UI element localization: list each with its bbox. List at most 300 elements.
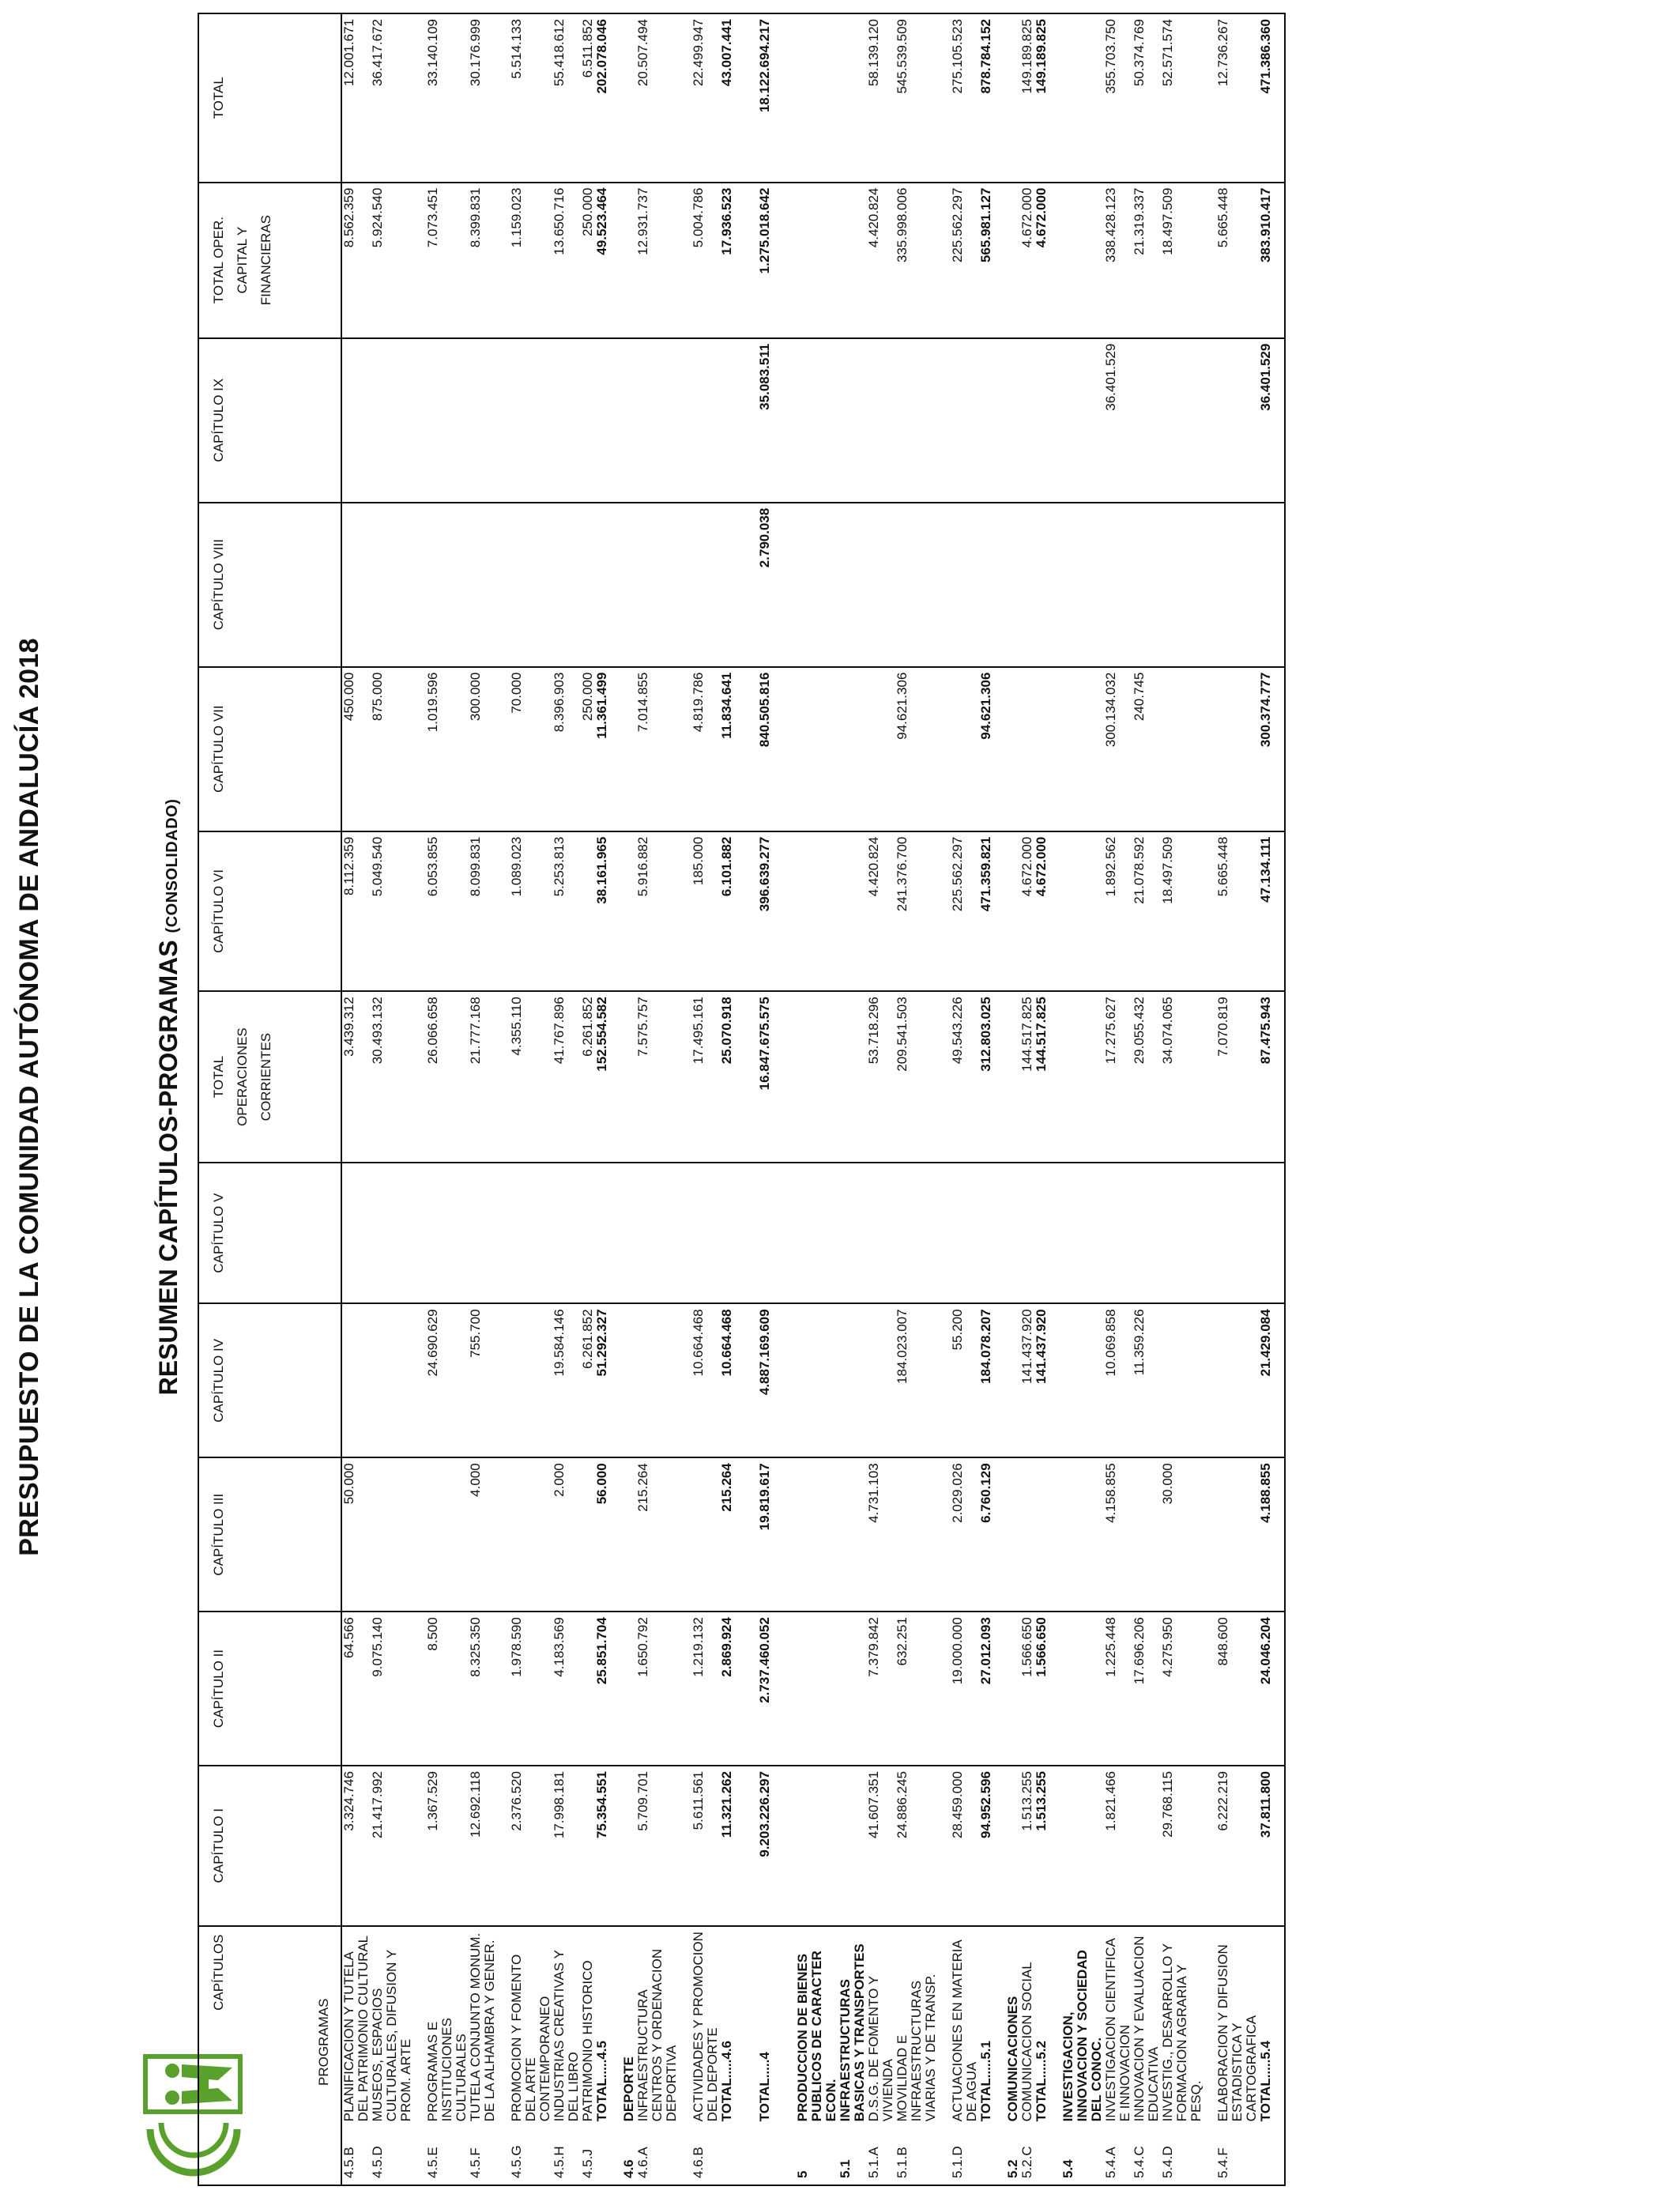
program-code: 4.5.H: [552, 2124, 581, 2185]
table-row: [510, 13, 552, 2185]
value-cap-ii: 1.225.448: [1104, 1612, 1132, 1766]
empty-cell: [1006, 1766, 1020, 1926]
value-cap-i: [1132, 1766, 1161, 1926]
spacer-cell: [993, 1612, 1006, 1766]
value-cap-vi: 8.112.359: [341, 831, 371, 992]
value-total-corrientes: 41.767.896: [552, 991, 581, 1163]
value-cap-v: [371, 1163, 413, 1303]
program-name: COMUNICACION SOCIAL: [1020, 1926, 1034, 2125]
value-cap-vi: 396.639.277: [758, 831, 772, 992]
spacer-cell: [734, 667, 758, 831]
spacer-cell: [938, 667, 951, 831]
value-total-capital: 5.004.786: [691, 183, 720, 338]
header-total-capital-line2: CAPITAL Y: [235, 226, 250, 294]
value-cap-vii: 250.000: [581, 667, 595, 831]
value-cap-iii: [426, 1457, 469, 1612]
value-cap-ix: 35.083.511: [758, 338, 772, 503]
empty-cell: [622, 183, 636, 338]
spacer-cell: [609, 1457, 622, 1612]
program-code: 5: [796, 2124, 838, 2185]
value-cap-iii: [371, 1457, 413, 1612]
value-cap-ix: [720, 338, 734, 503]
value-cap-iii: 19.819.617: [758, 1457, 772, 1612]
value-cap-i: 21.417.992: [371, 1766, 413, 1926]
spacer-cell: [497, 1766, 510, 1926]
spacer-cell: [1203, 1457, 1216, 1612]
header-programas: PROGRAMAS: [316, 1998, 331, 2086]
header-total-corrientes-line1: TOTAL: [211, 1055, 226, 1099]
value-total-capital: 7.073.451: [426, 183, 469, 338]
value-cap-i: [581, 1766, 595, 1926]
value-cap-v: [341, 1163, 371, 1303]
spacer-cell: [993, 1457, 1006, 1612]
value-total: 5.514.133: [510, 13, 552, 183]
value-cap-vii: 875.000: [371, 667, 413, 831]
total-label: TOTAL.....5.2: [1034, 1926, 1049, 2125]
value-cap-ii: 25.851.704: [595, 1612, 609, 1766]
value-cap-iii: 56.000: [595, 1457, 609, 1612]
header-total-corrientes-line3: CORRIENTES: [258, 1032, 273, 1122]
empty-cell: [622, 338, 636, 503]
spacer-cell: [497, 503, 510, 667]
empty-cell: [838, 831, 867, 992]
empty-cell: [838, 338, 867, 503]
spacer-cell: [993, 991, 1006, 1163]
program-code: [1259, 2124, 1285, 2185]
value-total-capital: 8.399.831: [469, 183, 497, 338]
value-cap-iii: 30.000: [1161, 1457, 1203, 1612]
value-cap-viii: [720, 503, 734, 667]
value-cap-ix: [1216, 338, 1259, 503]
spacer-row: [938, 13, 951, 2185]
value-cap-vi: 18.497.509: [1161, 831, 1203, 992]
spacer-cell: [938, 13, 951, 183]
value-total-corrientes: 6.261.852: [581, 991, 595, 1163]
spacer-cell: [413, 831, 426, 992]
value-cap-ii: 17.696.206: [1132, 1612, 1161, 1766]
program-name: ACTUACIONES EN MATERIA DE AGUA: [951, 1926, 979, 2125]
spacer-cell: [938, 338, 951, 503]
value-cap-i: 75.354.551: [595, 1766, 609, 1926]
value-cap-viii: [636, 503, 679, 667]
value-total-capital: 8.562.359: [341, 183, 371, 338]
value-cap-i: 1.821.466: [1104, 1766, 1132, 1926]
spacer-cell: [1049, 667, 1061, 831]
value-total-capital: 338.428.123: [1104, 183, 1132, 338]
value-cap-ix: [1161, 338, 1203, 503]
program-name: INFRAESTRUCTURA CENTROS Y ORDENACION DEPORTIVA: [636, 1926, 679, 2125]
program-code: [595, 2124, 609, 2185]
program-name: PROGRAMAS E INSTITUCIONES CULTURALES: [426, 1926, 469, 2125]
value-total-corrientes: 16.847.675.575: [758, 991, 772, 1163]
value-total: 202.078.046: [595, 13, 609, 183]
value-cap-v: [691, 1163, 720, 1303]
value-cap-i: 1.513.255: [1020, 1766, 1034, 1926]
spacer-cell: [938, 1766, 951, 1926]
spacer-cell: [772, 13, 796, 183]
value-total-corrientes: 144.517.825: [1020, 991, 1034, 1163]
empty-cell: [838, 13, 867, 183]
program-code: 4.5.G: [510, 2124, 552, 2185]
program-name: ACTIVIDADES Y PROMOCION DEL DEPORTE: [691, 1926, 720, 2125]
program-code: 5.2.C: [1020, 2124, 1034, 2185]
spacer-cell: [679, 1926, 691, 2125]
spacer-cell: [1049, 338, 1061, 503]
empty-cell: [838, 1163, 867, 1303]
program-code: 5.1.D: [951, 2124, 979, 2185]
table-row: [469, 13, 497, 2185]
value-cap-i: 3.324.746: [341, 1766, 371, 1926]
program-name: TUTELA CONJUNTO MONUM. DE LA ALHAMBRA Y GENER.: [469, 1926, 497, 2125]
value-cap-iv: [510, 1303, 552, 1457]
spacer-cell: [609, 183, 622, 338]
spacer-cell: [1203, 503, 1216, 667]
spacer-cell: [679, 13, 691, 183]
value-cap-viii: [469, 503, 497, 667]
program-code: 4.6.A: [636, 2124, 679, 2185]
value-total-capital: 4.672.000: [1020, 183, 1034, 338]
spacer-row: [497, 13, 510, 2185]
value-cap-vi: [581, 831, 595, 992]
value-cap-iii: [1020, 1457, 1034, 1612]
value-cap-vii: 70.000: [510, 667, 552, 831]
spacer-cell: [497, 667, 510, 831]
value-total: 36.417.672: [371, 13, 413, 183]
value-cap-ix: [552, 338, 581, 503]
value-cap-viii: [1020, 503, 1034, 667]
value-total: 43.007.441: [720, 13, 734, 183]
value-cap-ii: 2.869.924: [720, 1612, 734, 1766]
value-cap-iii: [510, 1457, 552, 1612]
value-cap-iii: 2.000: [552, 1457, 581, 1612]
table-row: [895, 13, 938, 2185]
value-cap-v: [867, 1163, 895, 1303]
value-cap-ii: 1.219.132: [691, 1612, 720, 1766]
spacer-cell: [734, 1303, 758, 1457]
value-cap-ix: [581, 338, 595, 503]
group-heading-row: [796, 13, 838, 2185]
empty-cell: [796, 183, 838, 338]
empty-cell: [838, 1612, 867, 1766]
empty-cell: [1006, 831, 1020, 992]
value-cap-ii: 24.046.204: [1259, 1612, 1285, 1766]
spacer-cell: [413, 667, 426, 831]
value-cap-iii: 2.029.026: [951, 1457, 979, 1612]
program-code: 4.5.D: [371, 2124, 413, 2185]
empty-cell: [796, 13, 838, 183]
spacer-cell: [938, 183, 951, 338]
value-cap-iv: [1161, 1303, 1203, 1457]
empty-cell: [838, 1303, 867, 1457]
empty-cell: [622, 991, 636, 1163]
value-cap-i: 11.321.262: [720, 1766, 734, 1926]
spacer-cell: [413, 183, 426, 338]
value-total-corrientes: 26.066.658: [426, 991, 469, 1163]
value-total-corrientes: 34.074.065: [1161, 991, 1203, 1163]
spacer-row: [772, 13, 796, 2185]
spacer-row: [1203, 13, 1216, 2185]
spacer-cell: [734, 831, 758, 992]
value-cap-iv: 10.069.858: [1104, 1303, 1132, 1457]
value-cap-viii: [552, 503, 581, 667]
header-cap-iii: CAPÍTULO III: [198, 1457, 341, 1612]
value-cap-ii: 64.566: [341, 1612, 371, 1766]
empty-cell: [838, 1766, 867, 1926]
value-cap-vii: 450.000: [341, 667, 371, 831]
spacer-cell: [1049, 1303, 1061, 1457]
table-body: [341, 13, 1285, 2185]
spacer-cell: [772, 1926, 796, 2125]
spacer-cell: [772, 991, 796, 1163]
spacer-cell: [1203, 831, 1216, 992]
spacer-cell: [679, 1303, 691, 1457]
spacer-cell: [1203, 2124, 1216, 2185]
spacer-cell: [772, 831, 796, 992]
empty-cell: [1006, 338, 1020, 503]
spacer-row: [1049, 13, 1061, 2185]
program-name: ELABORACION Y DIFUSION ESTADISTICA Y CARTOGRAFICA: [1216, 1926, 1259, 2125]
value-cap-viii: [951, 503, 979, 667]
header-total-capital: [198, 183, 341, 338]
spacer-cell: [497, 183, 510, 338]
header-cap-i: CAPÍTULO I: [198, 1766, 341, 1926]
value-cap-ix: [636, 338, 679, 503]
value-cap-iii: 4.000: [469, 1457, 497, 1612]
value-cap-v: [1132, 1163, 1161, 1303]
value-cap-vi: 1.892.562: [1104, 831, 1132, 992]
program-code: 5.4: [1061, 2124, 1104, 2185]
spacer-cell: [993, 1163, 1006, 1303]
empty-cell: [1006, 667, 1020, 831]
value-total-corrientes: 17.275.627: [1104, 991, 1132, 1163]
header-total: TOTAL: [198, 13, 341, 183]
document-subtitle: [154, 0, 183, 2194]
value-total-corrientes: 30.493.132: [371, 991, 413, 1163]
value-cap-iv: 755.700: [469, 1303, 497, 1457]
value-cap-iv: 24.690.629: [426, 1303, 469, 1457]
value-cap-ii: 27.012.093: [979, 1612, 993, 1766]
value-cap-v: [552, 1163, 581, 1303]
value-cap-vi: 471.359.821: [979, 831, 993, 992]
value-total: 50.374.769: [1132, 13, 1161, 183]
spacer-cell: [609, 1303, 622, 1457]
value-cap-iv: 21.429.084: [1259, 1303, 1285, 1457]
header-capitulos: CAPÍTULOS: [211, 1934, 226, 2011]
program-code: 5.4.A: [1104, 2124, 1132, 2185]
empty-cell: [796, 1303, 838, 1457]
program-code: [1034, 2124, 1049, 2185]
spacer-cell: [609, 2124, 622, 2185]
spacer-cell: [679, 2124, 691, 2185]
value-cap-iii: 4.731.103: [867, 1457, 895, 1612]
value-cap-iv: 10.664.468: [691, 1303, 720, 1457]
value-cap-iv: [1216, 1303, 1259, 1457]
value-total-capital: 250.000: [581, 183, 595, 338]
program-code: 4.5.B: [341, 2124, 371, 2185]
value-cap-i: 1.367.529: [426, 1766, 469, 1926]
spacer-cell: [734, 183, 758, 338]
spacer-cell: [679, 1163, 691, 1303]
empty-cell: [1061, 338, 1104, 503]
value-total-capital: 49.523.464: [595, 183, 609, 338]
value-cap-viii: [510, 503, 552, 667]
spacer-cell: [938, 831, 951, 992]
header-cap-v: CAPÍTULO V: [198, 1163, 341, 1303]
value-cap-ix: [469, 338, 497, 503]
spacer-cell: [1203, 1612, 1216, 1766]
value-total-corrientes: 144.517.825: [1034, 991, 1049, 1163]
value-cap-ix: [1020, 338, 1034, 503]
spacer-cell: [772, 338, 796, 503]
value-cap-vii: [1034, 667, 1049, 831]
empty-cell: [1061, 1612, 1104, 1766]
value-cap-ix: [1034, 338, 1049, 503]
spacer-cell: [497, 991, 510, 1163]
value-cap-i: 9.203.226.297: [758, 1766, 772, 1926]
value-cap-vi: 4.420.824: [867, 831, 895, 992]
spacer-cell: [772, 1163, 796, 1303]
value-total: 12.001.671: [341, 13, 371, 183]
empty-cell: [1061, 13, 1104, 183]
total-row: [979, 13, 993, 2185]
spacer-cell: [609, 667, 622, 831]
empty-cell: [622, 1766, 636, 1926]
spacer-cell: [609, 831, 622, 992]
value-total: 471.386.360: [1259, 13, 1285, 183]
spacer-cell: [679, 831, 691, 992]
group-heading-row: [1061, 13, 1104, 2185]
empty-cell: [1061, 1457, 1104, 1612]
empty-cell: [838, 183, 867, 338]
spacer-cell: [1049, 183, 1061, 338]
empty-cell: [1061, 991, 1104, 1163]
value-cap-i: 94.952.596: [979, 1766, 993, 1926]
value-cap-ii: [581, 1612, 595, 1766]
value-total: 6.511.852: [581, 13, 595, 183]
spacer-cell: [413, 338, 426, 503]
spacer-cell: [938, 2124, 951, 2185]
spacer-cell: [609, 991, 622, 1163]
spacer-cell: [609, 338, 622, 503]
value-cap-iv: 51.292.327: [595, 1303, 609, 1457]
spacer-cell: [734, 1163, 758, 1303]
value-total-corrientes: 29.055.432: [1132, 991, 1161, 1163]
spacer-cell: [993, 183, 1006, 338]
value-cap-v: [951, 1163, 979, 1303]
value-cap-i: 29.768.115: [1161, 1766, 1203, 1926]
spacer-cell: [772, 1766, 796, 1926]
spacer-cell: [1049, 1766, 1061, 1926]
value-cap-iii: [581, 1457, 595, 1612]
spacer-cell: [413, 13, 426, 183]
spacer-cell: [413, 1303, 426, 1457]
spacer-cell: [772, 1612, 796, 1766]
value-cap-viii: [1259, 503, 1285, 667]
spacer-cell: [609, 503, 622, 667]
value-cap-viii: 2.790.038: [758, 503, 772, 667]
spacer-row: [993, 13, 1006, 2185]
value-total-capital: 225.562.297: [951, 183, 979, 338]
empty-cell: [796, 991, 838, 1163]
chapters-programs-table: [198, 13, 1286, 2186]
value-cap-v: [595, 1163, 609, 1303]
spacer-cell: [772, 503, 796, 667]
empty-cell: [1006, 991, 1020, 1163]
group-heading-row: [622, 13, 636, 2185]
value-cap-iii: [1034, 1457, 1049, 1612]
spacer-cell: [413, 991, 426, 1163]
value-cap-iv: 55.200: [951, 1303, 979, 1457]
value-total: 275.105.523: [951, 13, 979, 183]
total-label: TOTAL.....5.4: [1259, 1926, 1285, 2125]
value-cap-ix: [341, 338, 371, 503]
value-total-capital: 13.650.716: [552, 183, 581, 338]
program-code: 5.4.D: [1161, 2124, 1203, 2185]
value-cap-vii: 94.621.306: [895, 667, 938, 831]
empty-cell: [1061, 1163, 1104, 1303]
spacer-cell: [938, 991, 951, 1163]
value-cap-vii: [1161, 667, 1203, 831]
empty-cell: [1061, 831, 1104, 992]
value-cap-viii: [1161, 503, 1203, 667]
value-cap-v: [1034, 1163, 1049, 1303]
value-cap-ix: 36.401.529: [1259, 338, 1285, 503]
value-cap-ii: 4.183.569: [552, 1612, 581, 1766]
value-cap-viii: [371, 503, 413, 667]
program-code: 5.1.B: [895, 2124, 938, 2185]
spacer-cell: [413, 1612, 426, 1766]
value-total-capital: 4.672.000: [1034, 183, 1049, 338]
program-code: [720, 2124, 734, 2185]
group-heading: INFRAESTRUCTURAS BASICAS Y TRANSPORTES: [838, 1926, 867, 2125]
empty-cell: [838, 667, 867, 831]
empty-cell: [838, 503, 867, 667]
program-code: [979, 2124, 993, 2185]
program-code: 5.1: [838, 2124, 867, 2185]
table-header-row: [198, 13, 341, 2185]
value-cap-vii: 8.396.903: [552, 667, 581, 831]
empty-cell: [1006, 1612, 1020, 1766]
value-total-corrientes: 4.355.110: [510, 991, 552, 1163]
spacer-cell: [938, 503, 951, 667]
value-total-capital: 335.998.006: [895, 183, 938, 338]
value-cap-v: [758, 1163, 772, 1303]
header-total-corrientes-line2: OPERACIONES: [235, 1027, 250, 1126]
value-cap-vii: 300.374.777: [1259, 667, 1285, 831]
value-cap-ii: 8.325.350: [469, 1612, 497, 1766]
value-total-capital: 383.910.417: [1259, 183, 1285, 338]
header-cap-ii: CAPÍTULO II: [198, 1612, 341, 1766]
empty-cell: [796, 1163, 838, 1303]
value-cap-ii: 2.737.460.052: [758, 1612, 772, 1766]
spacer-cell: [734, 1926, 758, 2125]
total-row: [758, 13, 772, 2185]
program-code: 4.6.B: [691, 2124, 720, 2185]
header-cap-vi: CAPÍTULO VI: [198, 831, 341, 992]
value-cap-vi: 21.078.592: [1132, 831, 1161, 992]
spacer-cell: [1203, 667, 1216, 831]
value-cap-vi: 5.049.540: [371, 831, 413, 992]
spacer-cell: [993, 831, 1006, 992]
table-row: [1104, 13, 1132, 2185]
subtitle-note: (CONSOLIDADO): [164, 798, 181, 933]
value-cap-i: 24.886.245: [895, 1766, 938, 1926]
value-total-capital: 1.275.018.642: [758, 183, 772, 338]
spacer-cell: [1203, 13, 1216, 183]
spacer-cell: [1049, 991, 1061, 1163]
value-total-corrientes: 3.439.312: [341, 991, 371, 1163]
value-cap-iv: 19.584.146: [552, 1303, 581, 1457]
